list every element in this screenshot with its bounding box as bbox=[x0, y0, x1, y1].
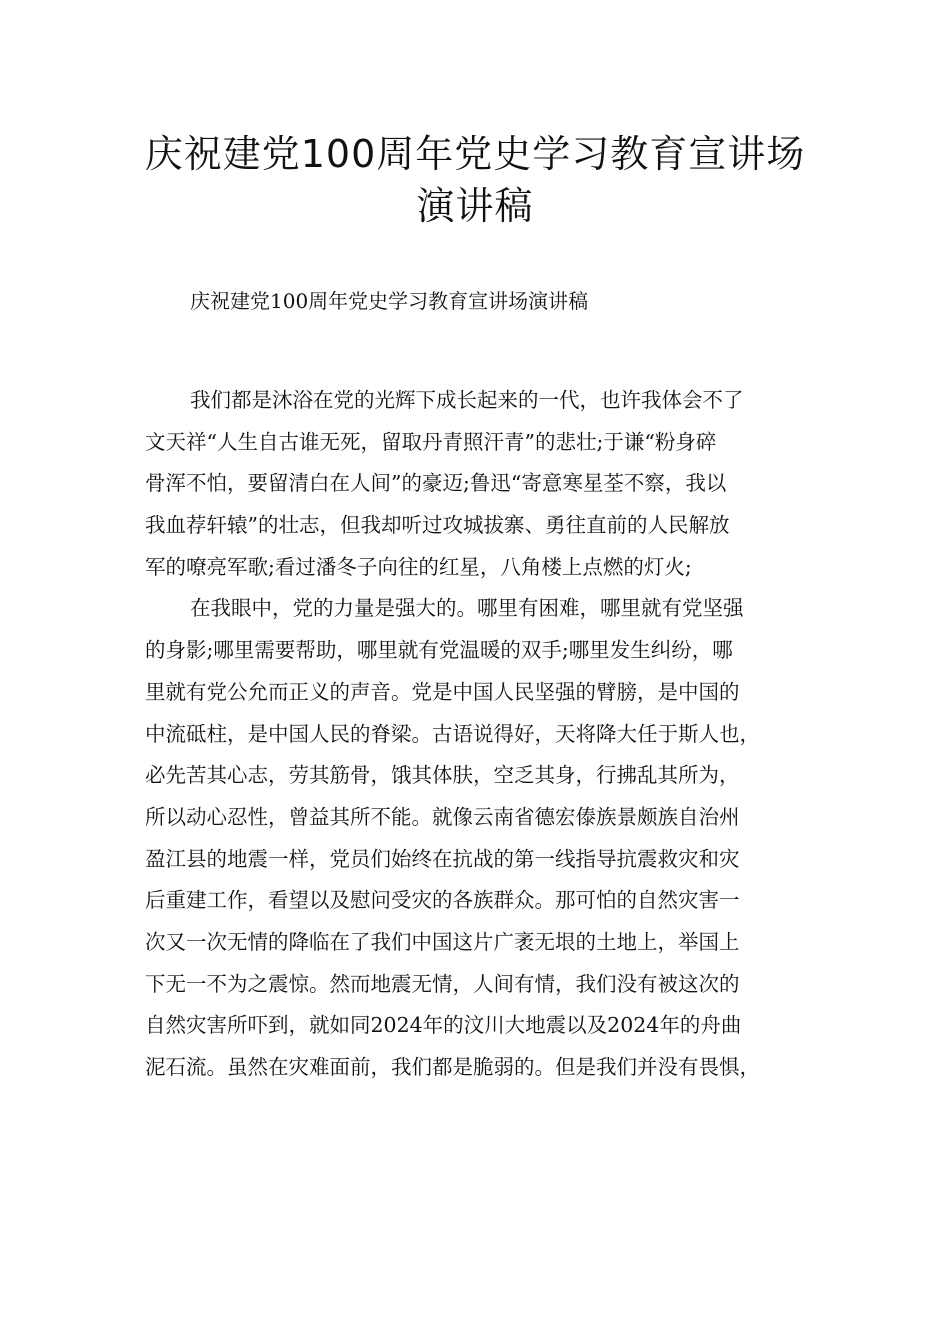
text-line: 次又一次无情的降临在了我们中国这片广袤无垠的土地上，举国上 bbox=[145, 929, 740, 954]
document-subtitle: 庆祝建党100周年党史学习教育宣讲场演讲稿 bbox=[190, 289, 589, 313]
title-line: 演讲稿 bbox=[416, 184, 534, 228]
document-title bbox=[100, 128, 850, 232]
text-line: 在我眼中，党的力量是强大的。哪里有困难，哪里就有党坚强 bbox=[190, 596, 744, 621]
title-line: 庆祝建党100周年党史学习教育宣讲场 bbox=[144, 132, 806, 176]
text-line: 泥石流。虽然在灾难面前，我们都是脆弱的。但是我们并没有畏惧， bbox=[145, 1055, 760, 1079]
text-line: 我们都是沐浴在党的光辉下成长起来的一代，也许我体会不了 bbox=[190, 388, 744, 412]
text-line: 里就有党公允而正义的声音。党是中国人民坚强的臂膀，是中国的 bbox=[145, 679, 740, 704]
document-body bbox=[145, 382, 825, 1091]
text-line: 的身影;哪里需要帮助，哪里就有党温暖的双手;哪里发生纠纷，哪 bbox=[145, 638, 733, 663]
paragraph bbox=[145, 382, 825, 590]
paragraph bbox=[145, 590, 825, 1090]
text-line: 我血荐轩辕”的壮志，但我却听过攻城拔寨、勇往直前的人民解放 bbox=[145, 513, 730, 538]
text-line: 军的嘹亮军歌;看过潘冬子向往的红星，八角楼上点燃的灯火; bbox=[145, 554, 692, 579]
text-line: 后重建工作，看望以及慰问受灾的各族群众。那可怕的自然灾害一 bbox=[145, 888, 740, 913]
text-line: 必先苦其心志，劳其筋骨，饿其体肤，空乏其身，行拂乱其所为， bbox=[145, 763, 740, 788]
text-line: 下无一不为之震惊。然而地震无情，人间有情，我们没有被这次的 bbox=[145, 971, 740, 996]
text-line: 文天祥“人生自古谁无死，留取丹青照汗青”的悲壮;于谦“粉身碎 bbox=[145, 429, 717, 454]
text-line: 骨浑不怕，要留清白在人间”的豪迈;鲁迅“寄意寒星荃不察，我以 bbox=[145, 471, 727, 496]
text-line: 所以动心忍性，曾益其所不能。就像云南省德宏傣族景颇族自治州 bbox=[145, 804, 740, 829]
text-line: 中流砥柱，是中国人民的脊梁。古语说得好，天将降大任于斯人也， bbox=[145, 721, 760, 746]
text-line: 盈江县的地震一样，党员们始终在抗战的第一线指导抗震救灾和灾 bbox=[145, 846, 740, 871]
text-line: 自然灾害所吓到，就如同2024年的汶川大地震以及2024年的舟曲 bbox=[145, 1013, 742, 1038]
